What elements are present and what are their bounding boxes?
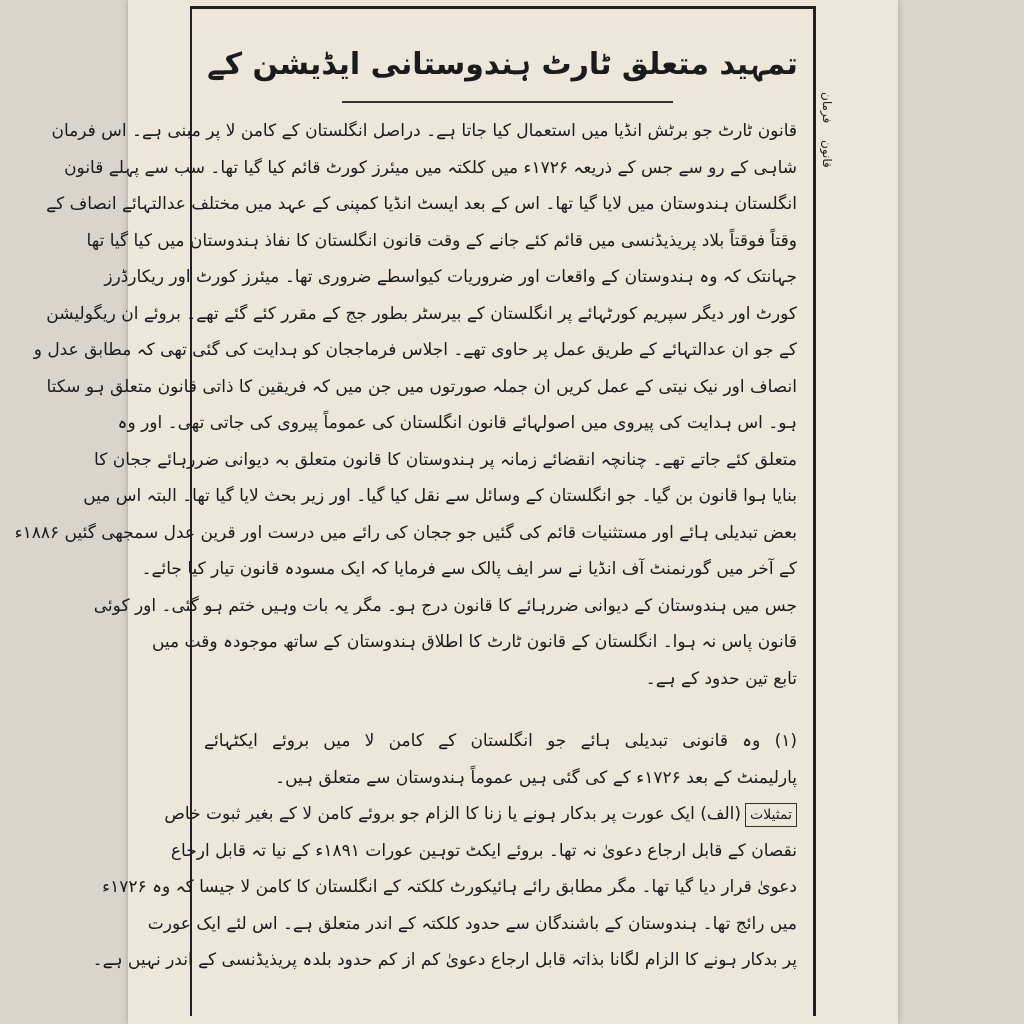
text-line: انصاف اور نیک نیتی کے عمل کریں ان جملہ صورتوں میں جن میں کہ فریقین کا ذاتی قانون متعلق ہو سکتا bbox=[46, 376, 797, 397]
page-title: تمہید متعلق ٹارٹ ہندوستانی ایڈیشن کے bbox=[207, 47, 798, 82]
text-line: شاہی کے رو سے جس کے ذریعہ ۱۷۲۶ء میں کلکتہ میں میئرز کورٹ قائم کیا گیا تھا۔ سب سے پہلے قانون bbox=[64, 157, 797, 178]
text-line: قانون ٹارٹ جو برٹش انڈیا میں استعمال کیا جاتا ہے۔ دراصل انگلستان کے کامن لا پر مبنی ہے۔ اس فرمان bbox=[51, 121, 797, 141]
text-line: انگلستان ہندوستان میں لایا گیا تھا۔ اس کے بعد ایسٹ انڈیا کمپنی کے عہد میں مختلف عدالتہائے انصاف کے bbox=[46, 194, 797, 214]
text-line: جہانتک کہ وہ ہندوستان کے واقعات اور ضروریات کیواسطے ضروری تھا۔ میئرز کورٹ اور ریکارڈرز bbox=[104, 267, 797, 287]
margin-note: فرمان bbox=[820, 92, 834, 124]
text-line: بعض تبدیلی ہائے اور مستثنیات قائم کی گئیں جو ججان کی رائے میں درست اور قرین عدل سمجھی گئیں ۱۸۸۶ء bbox=[14, 522, 797, 543]
scanned-page bbox=[14, 0, 898, 1024]
illustrations bbox=[92, 796, 797, 979]
paragraph-gap bbox=[204, 697, 797, 723]
text-line: تابع تین حدود کے ہے۔ bbox=[645, 668, 797, 689]
illustration-line: میں رائج تھا۔ ہندوستان کے باشندگان سے حدود کلکتہ کے اندر متعلق ہے۔ اس لئے ایک عورت bbox=[147, 913, 797, 934]
text-line: قانون پاس نہ ہوا۔ انگلستان کے قانون ٹارٹ کا اطلاق ہندوستان کے ساتھ موجودہ وقت میں bbox=[151, 632, 797, 652]
illustration-line: نقصان کے قابل ارجاع دعویٰ نہ تھا۔ بروئے ایکٹ توہین عورات ۱۸۹۱ء کے نیا تہ قابل ارجاع bbox=[170, 840, 797, 861]
illustration-line: پر بدکار ہونے کا الزام لگانا بذاتہ قابل ارجاع دعویٰ کم از کم حدود بلدہ پریذیڈنسی کے اندر نہیں ہے۔ bbox=[92, 950, 797, 970]
page-border-frame bbox=[14, 6, 816, 1016]
text-line: ہو۔ اس ہدایت کی پیروی میں اصولہائے قانون انگلستان کی عموماً پیروی کی جاتی تھی۔ اور وہ bbox=[117, 413, 797, 433]
text-line: کورٹ اور دیگر سپریم کورٹہائے پر انگلستان کے بیرسٹر بطور جج کے مقرر کئے گئے تھے۔ بروئے ان ریگولیشن bbox=[46, 303, 797, 324]
illustration-line: دعویٰ قرار دیا گیا تھا۔ مگر مطابق رائے ہائیکورٹ کلکتہ کے انگلستان کا کامن لا جیسا کہ وہ ۱۷۲۶ء bbox=[102, 877, 797, 897]
text-line: بنایا ہوا قانون بن گیا۔ جو انگلستان کے وسائل سے نقل کیا گیا۔ اور زیر بحث لایا گیا تھا۔ البتہ اس میں bbox=[83, 486, 797, 506]
clause-line: پارلیمنٹ کے بعد ۱۷۲۶ء کے کی گئی ہیں عموماً ہندوستان سے متعلق ہیں۔ bbox=[275, 767, 797, 788]
clause-line: (۱) وہ قانونی تبدیلی ہائے جو انگلستان کے کامن لا میں بروئے ایکٹہائے bbox=[204, 731, 797, 751]
illustration-text: (الف) ایک عورت پر بدکار ہونے یا زنا کا الزام جو بروئے کامن لا کے بغیر ثبوت خاص bbox=[164, 804, 742, 824]
clause-1 bbox=[204, 723, 797, 796]
document-body bbox=[14, 113, 797, 979]
title-underline bbox=[342, 101, 673, 103]
illustration-label: تمثیلات bbox=[745, 803, 797, 827]
text-line: کے آخر میں گورنمنٹ آف انڈیا نے سر ایف پالک سے فرمایا کہ ایک مسودہ قانون تیار کیا جائے۔ bbox=[141, 559, 797, 579]
text-line: وقتاً فوقتاً بلاد پریذیڈنسی میں قائم کئے جانے کے وقت قانون انگلستان کا نفاذ ہندوستان میں کیا گیا تھا bbox=[86, 230, 797, 251]
margin-note: قانون bbox=[820, 140, 834, 168]
intro-paragraph bbox=[14, 113, 797, 697]
text-line: متعلق کئے جاتے تھے۔ چنانچہ انقضائے زمانہ پر ہندوستان کا قانون متعلق بہ دیوانی ضررہائے ججان کا bbox=[94, 449, 797, 470]
text-line: جس میں ہندوستان کے دیوانی ضررہائے کا قانون درج ہو۔ مگر یہ بات وہیں ختم ہو گئی۔ اور کوئی bbox=[93, 595, 797, 616]
text-line: کے جو ان عدالتہائے کے طریق عمل پر حاوی تھے۔ اجلاس فرماججان کو ہدایت کی گئی تھی کہ مطابق عدل و bbox=[33, 340, 797, 360]
illustration-line bbox=[164, 796, 797, 833]
